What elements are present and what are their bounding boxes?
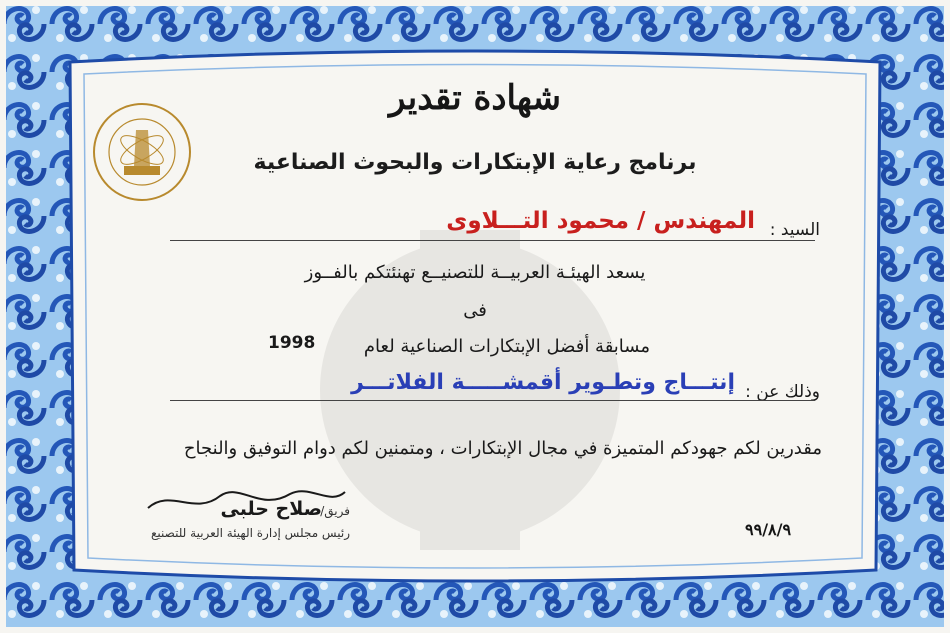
program-name: برنامج رعاية الإبتكارات والبحوث الصناعية — [253, 150, 697, 175]
signatory-rank: فريق/ — [320, 504, 350, 518]
competition-text: مسابقة أفضل الإبتكارات الصناعية لعام — [363, 336, 650, 357]
issue-date: ٩٩/٨/٩ — [745, 520, 792, 539]
recipient-line — [170, 240, 815, 241]
signature-block — [140, 478, 350, 548]
invention-title: إنتـــاج وتطـوير أقمشـــــة الفلاتـــر — [351, 370, 735, 395]
certificate-title: شهادة تقدير — [388, 78, 562, 118]
invention-label: وذلك عن : — [745, 382, 820, 402]
invention-line — [170, 400, 815, 401]
recipient-name: المهندس / محمود التـــلاوى — [446, 208, 755, 234]
congratulation-text: يسعد الهيئـة العربيــة للتصنيــع تهنئتكم بالفــوز — [304, 262, 646, 283]
signatory-name: صلاح حلبى — [220, 498, 322, 520]
in-word: فى — [463, 300, 487, 321]
recipient-label: السيد : — [769, 220, 820, 240]
closing-text: مقدرين لكم جهودكم المتميزة في مجال الإبتكارات ، ومتمنين لكم دوام التوفيق والنجاح — [183, 438, 822, 459]
signatory-title: رئيس مجلس إدارة الهيئة العربية للتصنيع — [151, 526, 350, 540]
competition-year: 1998 — [268, 333, 316, 353]
